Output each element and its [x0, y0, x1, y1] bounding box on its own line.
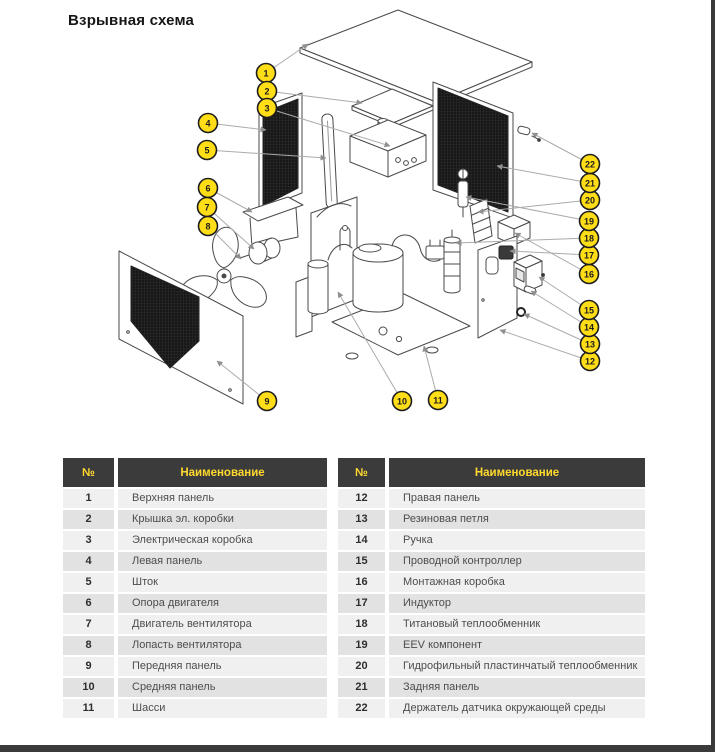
callout-13: [581, 335, 600, 354]
row-name: Задняя панель: [389, 678, 645, 697]
callout-10: [393, 392, 412, 411]
row-name: Передняя панель: [118, 657, 327, 676]
row-number: 22: [338, 699, 385, 718]
row-name: Ручка: [389, 531, 645, 550]
svg-text:12: 12: [584, 356, 596, 367]
callout-11: [429, 391, 448, 410]
callout-4: [199, 114, 218, 133]
svg-text:8: 8: [205, 221, 211, 232]
row-name: Проводной контроллер: [389, 552, 645, 571]
row-name: Монтажная коробка: [389, 573, 645, 592]
rubber-loop: [517, 308, 525, 316]
callout-6: [199, 179, 218, 198]
row-name: Резиновая петля: [389, 510, 645, 529]
page-title: Взрывная схема: [68, 12, 195, 29]
row-name: Опора двигателя: [118, 594, 327, 613]
table-row: [63, 594, 327, 613]
svg-text:7: 7: [204, 202, 210, 213]
table-row: [338, 678, 645, 697]
table-row: [63, 531, 327, 550]
row-number: 18: [338, 615, 385, 634]
eev-component: [458, 169, 468, 217]
callout-9: [258, 392, 277, 411]
row-name: EEV компонент: [389, 636, 645, 655]
callout-19: [580, 212, 599, 231]
page-edge-right: [711, 0, 715, 752]
svg-text:19: 19: [583, 216, 595, 227]
svg-text:16: 16: [583, 269, 595, 280]
row-name: Правая панель: [389, 489, 645, 508]
svg-text:22: 22: [584, 159, 596, 170]
callout-1: [257, 64, 276, 83]
row-name: Электрическая коробка: [118, 531, 327, 550]
table-row: [63, 573, 327, 592]
row-number: 4: [63, 552, 114, 571]
table-row: [338, 510, 645, 529]
row-number: 7: [63, 615, 114, 634]
table-row: [63, 678, 327, 697]
table-row: [63, 699, 327, 718]
callout-14: [580, 318, 599, 337]
row-number: 13: [338, 510, 385, 529]
callout-21: [581, 174, 600, 193]
table-row: [63, 615, 327, 634]
row-name: Лопасть вентилятора: [118, 636, 327, 655]
row-number: 16: [338, 573, 385, 592]
svg-text:13: 13: [584, 339, 596, 350]
table-row: [63, 636, 327, 655]
parts-table-right: [338, 458, 645, 720]
callout-5: [198, 141, 217, 160]
row-number: 21: [338, 678, 385, 697]
row-name: Шток: [118, 573, 327, 592]
row-number: 19: [338, 636, 385, 655]
ambient-sensor-holder: [517, 126, 540, 142]
table-row: [338, 657, 645, 676]
row-number: 20: [338, 657, 385, 676]
column-header-number: №: [338, 458, 385, 487]
table-row: [338, 594, 645, 613]
table-body: [338, 489, 645, 718]
row-name: Индуктор: [389, 594, 645, 613]
row-number: 11: [63, 699, 114, 718]
callout-12: [581, 352, 600, 371]
table-row: [63, 510, 327, 529]
column-header-name: Наименование: [389, 458, 645, 487]
table-row: [338, 489, 645, 508]
row-number: 10: [63, 678, 114, 697]
callout-16: [580, 265, 599, 284]
callout-8: [199, 217, 218, 236]
rod: [322, 114, 338, 208]
table-header: [338, 458, 645, 487]
row-name: Крышка эл. коробки: [118, 510, 327, 529]
row-name: Левая панель: [118, 552, 327, 571]
row-name: Верхняя панель: [118, 489, 327, 508]
callout-22: [581, 155, 600, 174]
row-name: Двигатель вентилятора: [118, 615, 327, 634]
table-body: [63, 489, 327, 718]
leader-line-12: [500, 330, 590, 361]
top-panel: [300, 10, 532, 107]
row-number: 3: [63, 531, 114, 550]
callout-17: [580, 246, 599, 265]
svg-text:20: 20: [584, 195, 596, 206]
table-row: [338, 699, 645, 718]
table-row: [63, 552, 327, 571]
callout-3: [258, 99, 277, 118]
table-header: [63, 458, 327, 487]
row-name: Гидрофильный пластинчатый теплообменник: [389, 657, 645, 676]
row-number: 17: [338, 594, 385, 613]
row-number: 5: [63, 573, 114, 592]
parts-table-left: [63, 458, 327, 720]
svg-text:5: 5: [204, 145, 210, 156]
back-panel: [433, 82, 513, 218]
svg-text:15: 15: [583, 305, 595, 316]
table-row: [63, 657, 327, 676]
svg-text:9: 9: [264, 396, 270, 407]
titanium-heat-exchanger: [444, 230, 460, 293]
callout-18: [580, 229, 599, 248]
row-number: 14: [338, 531, 385, 550]
column-header-number: №: [63, 458, 114, 487]
callout-20: [581, 191, 600, 210]
svg-text:2: 2: [264, 86, 270, 97]
svg-text:21: 21: [584, 178, 596, 189]
svg-text:17: 17: [583, 250, 595, 261]
svg-text:11: 11: [433, 395, 443, 406]
row-name: Шасси: [118, 699, 327, 718]
svg-text:18: 18: [583, 233, 595, 244]
table-row: [338, 636, 645, 655]
inductor: [499, 246, 513, 259]
svg-text:1: 1: [263, 68, 269, 79]
svg-text:4: 4: [205, 118, 211, 129]
row-name: Титановый теплообменник: [389, 615, 645, 634]
row-number: 8: [63, 636, 114, 655]
callout-7: [198, 198, 217, 217]
row-name: Средняя панель: [118, 678, 327, 697]
row-number: 12: [338, 489, 385, 508]
page-edge-bottom: [0, 745, 715, 752]
row-number: 15: [338, 552, 385, 571]
callout-15: [580, 301, 599, 320]
svg-text:6: 6: [205, 183, 211, 194]
row-name: Держатель датчика окружающей среды: [389, 699, 645, 718]
table-row: [338, 615, 645, 634]
svg-text:10: 10: [396, 396, 408, 407]
svg-text:3: 3: [264, 103, 270, 114]
column-header-name: Наименование: [118, 458, 327, 487]
row-number: 2: [63, 510, 114, 529]
parts-tables: [63, 458, 645, 720]
row-number: 9: [63, 657, 114, 676]
electric-box: [350, 119, 426, 178]
table-row: [338, 552, 645, 571]
svg-text:14: 14: [583, 322, 595, 333]
table-row: [338, 573, 645, 592]
row-number: 6: [63, 594, 114, 613]
callout-2: [258, 82, 277, 101]
row-number: 1: [63, 489, 114, 508]
table-row: [338, 531, 645, 550]
four-way-valve: [426, 240, 444, 259]
table-row: [63, 489, 327, 508]
